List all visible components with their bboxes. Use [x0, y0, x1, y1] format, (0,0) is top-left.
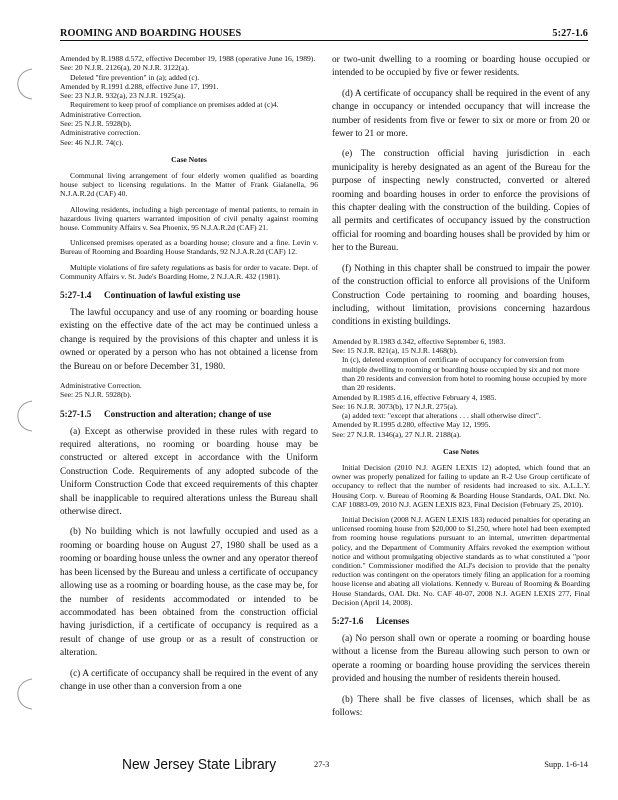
section-paragraph: (d) A certificate of occupancy shall be required in the event of any change in occupancy or intended occupancy that will increase the number of residents from five or fewer to six or more or from 20 or fewer to 21 or more. — [332, 88, 590, 140]
history-note: See: 15 N.J.R. 821(a), 15 N.J.R. 1468(b). — [332, 346, 458, 356]
case-notes-heading: Case Notes — [171, 154, 207, 164]
history-note: Amended by R.1983 d.342, effective September 6, 1983. — [332, 336, 506, 346]
history-note: In (c), deleted exemption of certificate of occupancy for conversion from multiple dwelling to rooming or boarding house occupied by six and not more than 20 residents and conversion from hotel to rooming house occupied by more than 20 residents. — [342, 355, 587, 393]
section-title: Licenses — [376, 616, 410, 627]
history-note: See: 25 N.J.R. 5928(b). — [60, 119, 132, 129]
binder-hole-mark — [14, 676, 36, 712]
case-note: Initial Decision (2008 N.J. AGEN LEXIS 183) reduced penalties for operating an unlicensed rooming house from $20,000 to $1,250, where hotel had been exempted from rooming house regulations pursuant to an internal, unwritten departmental policy, and the Department of Community Affairs revoked the exemption without notice and without promulgating objective standards as to what constituted a "poor condition." Commissioner modified the ALJ's decision to provide that the penalty reduction was contingent on the operators timely filing an application for a rooming house license and abating all violations. Kennedy v. Bureau of Rooming & Boarding House Standards, OAL Dkt. No. CAF 40-07, 2008 N.J. AGEN LEXIS 277, Final Decision (April 14, 2008). — [332, 515, 590, 607]
case-note: Initial Decision (2010 N.J. AGEN LEXIS 12) adopted, which found that an owner was properly penalized for failing to update an R-2 Use Group certificate of occupancy to reflect that the number of residents had increased to six. A.L.L.Y. Housing Corp. v. Bureau of Rooming & Boarding House Standards, OAL Dkt. No. CAF 10883-09, 2010 N.J. AGEN LEXIS 823, Final Decision (February 25, 2010). — [332, 462, 590, 509]
section-paragraph: (a) Except as otherwise provided in these rules with regard to required alterations, no rooming or boarding house may be constructed or altered except in accordance with the Uniform Construction Code. Requirements of any adopted subcode of the Uniform Construction Code that exceed requirements of this chapter shall be inapplicable to required alterations unless the Bureau shall otherwise direct. — [60, 426, 318, 518]
section-paragraph: or two-unit dwelling to a rooming or boarding house occupied or intended to be occupied by five or fewer residents. — [332, 55, 590, 79]
page-number: 27-3 — [314, 760, 330, 769]
history-note: See: 25 N.J.R. 5928(b). — [60, 390, 132, 400]
history-note: See: 46 N.J.R. 74(c). — [60, 137, 124, 147]
history-note: See: 23 N.J.R. 932(a), 23 N.J.R. 1925(a). — [60, 91, 186, 101]
history-note: Administrative Correction. — [60, 381, 142, 391]
history-note: Amended by R.1988 d.572, effective December 19, 1988 (operative June 16, 1989). — [60, 54, 316, 63]
section-heading-1-4 — [60, 290, 318, 300]
section-paragraph: (e) The construction official having jurisdiction in each municipality is hereby designated as an agent of the Bureau for the purpose of inspecting newly constructed, converted or altered rooming and boarding houses in order to enforce the provisions of this chapter dealing with the construction of the building. Copies of all permits and certificates of occupancy issued by the construction official for rooming and boarding houses shall be provided by him or her to the Bureau. — [332, 149, 590, 254]
section-heading-1-6 — [332, 616, 590, 626]
running-header — [60, 22, 588, 41]
section-paragraph: (a) No person shall own or operate a rooming or boarding house without a license from the Bureau allowing such person to own or operate a rooming or boarding house providing the services therein provided and housing the number of residents therein housed. — [332, 634, 590, 685]
right-column — [332, 54, 590, 727]
binder-hole-mark — [14, 398, 36, 434]
section-number: 5:27-1.4 — [60, 290, 92, 300]
case-note: Allowing residents, including a high percentage of mental patients, to remain in hazardous living quarters warranted imposition of civil penalty against rooming house. Community Affairs v. Sea Phoenix, 95 N.J.A.R.2d (CAF) 21. — [60, 204, 318, 232]
history-note: See: 16 N.J.R. 3073(b), 17 N.J.R. 275(a). — [332, 401, 458, 411]
section-heading-1-5 — [60, 409, 318, 419]
history-note: Amended by R.1991 d.288, effective June 17, 1991. — [60, 81, 219, 91]
page-footer — [0, 756, 618, 786]
section-number: 5:27-1.5 — [60, 408, 92, 419]
left-column — [60, 54, 318, 701]
section-paragraph: (b) No building which is not lawfully occupied and used as a rooming or boarding house on August 27, 1980 shall be used as a rooming or boarding house unless the owner and any operator thereof has been licensed by the Bureau and unless a certificate of occupancy allowing use as a rooming or boarding house, as the case may be, for the number of residents accommodated or intended to be accommodated has been obtained from the construction official having jurisdiction, if a certificate of occupancy is required as a result of change of use group or as a result of construction or alteration. — [60, 527, 318, 659]
section-paragraph: (b) There shall be five classes of licenses, which shall be as follows: — [332, 694, 590, 719]
history-note: Deleted "fire prevention" in (a); added (c). — [70, 72, 200, 82]
history-note: (a) added text: "except that alterations . . . shall otherwise direct". — [342, 411, 541, 421]
library-watermark: New Jersey State Library — [122, 756, 277, 773]
history-note: Amended by R.1995 d.280, effective May 12, 1995. — [332, 420, 491, 430]
history-note: See: 20 N.J.R. 2126(a), 20 N.J.R. 3122(a). — [60, 63, 190, 73]
section-paragraph: (c) A certificate of occupancy shall be required in the event of any change in use other than a conversion from a one — [60, 668, 318, 692]
supplement-date: Supp. 1-6-14 — [544, 760, 588, 769]
case-notes-heading: Case Notes — [443, 446, 479, 456]
section-paragraph: (f) Nothing in this chapter shall be construed to impair the power of the construction official to enforce all provisions of the Uniform Construction Code pertaining to rooming and boarding houses, including, without limitation, provisions concerning hazardous conditions in existing buildings. — [332, 263, 590, 328]
history-note: Amended by R.1985 d.16, effective February 4, 1985. — [332, 392, 497, 402]
section-title: Construction and alteration; change of use — [104, 408, 272, 419]
case-note: Communal living arrangement of four elderly women qualified as boarding house subject to licensing regulations. In the Matter of Frank Gialanella, 96 N.J.A.R.2d (CAF) 40. — [60, 170, 318, 199]
section-paragraph: The lawful occupancy and use of any rooming or boarding house existing on the effective date of the act may be continued unless a change is required by the provisions of this chapter and unless it is owned or operated by a person who has not obtained a license from the Bureau on or before December 31, 1980. — [60, 308, 318, 372]
section-number: 5:27-1.6 — [332, 616, 364, 627]
header-section-number: 5:27-1.6 — [552, 28, 588, 39]
case-note: Unlicensed premises operated as a boarding house; closure and a fine. Levin v. Bureau of Rooming and Boarding House Standards, 92 N.J.A.R.2d (CAF) 12. — [60, 238, 318, 257]
header-title: ROOMING AND BOARDING HOUSES — [60, 28, 242, 39]
case-note: Multiple violations of fire safety regulations as basis for order to vacate. Dept. of Community Affairs v. St. Jude's Boarding Home, 2 N.J.A.R. 432 (1981). — [60, 262, 318, 281]
binder-hole-mark — [14, 66, 36, 102]
history-note: See: 27 N.J.R. 1346(a), 27 N.J.R. 2188(a). — [332, 429, 462, 439]
history-note: Administrative correction. — [60, 128, 141, 138]
section-title: Continuation of lawful existing use — [104, 290, 241, 300]
history-note: Administrative Correction. — [60, 109, 142, 119]
history-note: Requirement to keep proof of compliance on premises added at (c)4. — [70, 100, 279, 110]
